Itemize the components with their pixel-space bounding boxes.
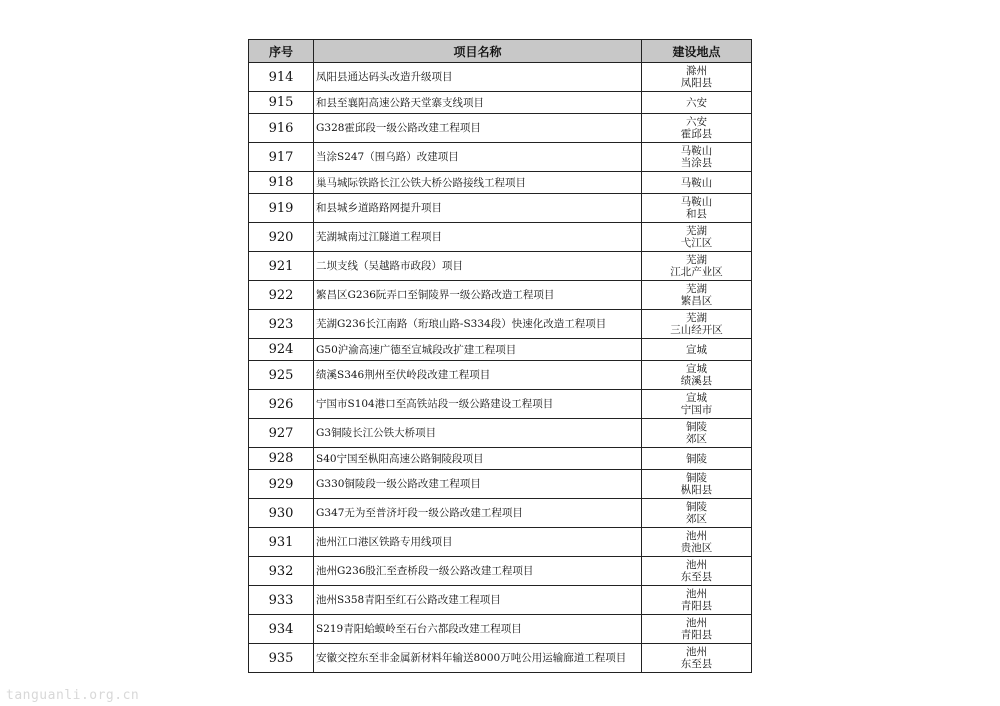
location-county: 宁国市 <box>680 404 713 416</box>
location-city: 铜陵 <box>686 501 707 513</box>
location-cell <box>642 361 752 390</box>
location-cell <box>642 172 752 194</box>
location-city: 宣城 <box>686 363 707 375</box>
location-cell <box>642 470 752 499</box>
project-name-cell: 和县至襄阳高速公路天堂寨支线项目 <box>314 92 642 114</box>
serial-number-cell: 920 <box>249 223 314 252</box>
location-county: 郊区 <box>686 513 707 525</box>
location-cell <box>642 528 752 557</box>
table-row <box>249 114 752 143</box>
header-serial-number: 序号 <box>249 40 314 63</box>
table-row <box>249 92 752 114</box>
table-row <box>249 528 752 557</box>
location-city: 芜湖 <box>686 283 707 295</box>
serial-number-cell: 923 <box>249 310 314 339</box>
location-city: 铜陵 <box>686 421 707 433</box>
serial-number-cell: 931 <box>249 528 314 557</box>
header-project-name: 项目名称 <box>314 40 642 63</box>
serial-number-cell: 926 <box>249 390 314 419</box>
serial-number-cell: 935 <box>249 644 314 673</box>
location-city: 池州 <box>686 617 707 629</box>
location-city: 马鞍山 <box>680 176 713 189</box>
project-name-cell: 绩溪S346荆州至伏岭段改建工程项目 <box>314 361 642 390</box>
project-name-cell: 当涂S247（围乌路）改建项目 <box>314 143 642 172</box>
table-row <box>249 499 752 528</box>
table-row <box>249 557 752 586</box>
table-row <box>249 310 752 339</box>
location-county: 绩溪县 <box>680 375 713 387</box>
location-city: 宣城 <box>686 392 707 404</box>
project-name-cell: 二坝支线（吴越路市政段）项目 <box>314 252 642 281</box>
location-city: 六安 <box>686 96 707 109</box>
location-county: 凤阳县 <box>680 77 713 89</box>
table-row <box>249 172 752 194</box>
location-cell <box>642 419 752 448</box>
location-city: 铜陵 <box>686 472 707 484</box>
location-city: 六安 <box>686 116 707 128</box>
project-name-cell: 池州G236殷汇至查桥段一级公路改建工程项目 <box>314 557 642 586</box>
project-name-cell: 和县城乡道路路网提升项目 <box>314 194 642 223</box>
serial-number-cell: 929 <box>249 470 314 499</box>
project-name-cell: 池州江口港区铁路专用线项目 <box>314 528 642 557</box>
location-cell <box>642 310 752 339</box>
location-cell <box>642 114 752 143</box>
location-city: 池州 <box>686 530 707 542</box>
serial-number-cell: 930 <box>249 499 314 528</box>
location-county: 贵池区 <box>680 542 713 554</box>
location-county: 枞阳县 <box>680 484 713 496</box>
location-city: 池州 <box>686 588 707 600</box>
serial-number-cell: 933 <box>249 586 314 615</box>
location-city: 宣城 <box>686 343 707 356</box>
location-city: 池州 <box>686 646 707 658</box>
location-cell <box>642 615 752 644</box>
table-row <box>249 252 752 281</box>
location-county: 弋江区 <box>680 237 713 249</box>
location-cell <box>642 252 752 281</box>
project-name-cell: G347无为至普济圩段一级公路改建工程项目 <box>314 499 642 528</box>
location-county: 三山经开区 <box>670 324 723 336</box>
location-cell <box>642 644 752 673</box>
watermark: tanguanli.org.cn <box>6 688 140 703</box>
location-city: 芜湖 <box>686 254 707 266</box>
table-row <box>249 281 752 310</box>
location-cell <box>642 194 752 223</box>
project-name-cell: G50沪渝高速广德至宣城段改扩建工程项目 <box>314 339 642 361</box>
table-row <box>249 361 752 390</box>
serial-number-cell: 932 <box>249 557 314 586</box>
serial-number-cell: 915 <box>249 92 314 114</box>
table-row <box>249 63 752 92</box>
project-name-cell: G328霍邱段一级公路改建工程项目 <box>314 114 642 143</box>
project-name-cell: 宁国市S104港口至高铁站段一级公路建设工程项目 <box>314 390 642 419</box>
location-city: 铜陵 <box>686 452 707 465</box>
project-table <box>248 39 752 673</box>
project-name-cell: G330铜陵段一级公路改建工程项目 <box>314 470 642 499</box>
location-cell <box>642 557 752 586</box>
project-name-cell: G3铜陵长江公铁大桥项目 <box>314 419 642 448</box>
location-cell <box>642 448 752 470</box>
table-row <box>249 615 752 644</box>
table-row <box>249 470 752 499</box>
location-city: 滁州 <box>686 65 707 77</box>
location-county: 青阳县 <box>680 629 713 641</box>
location-county: 霍邱县 <box>680 128 713 140</box>
location-city: 芜湖 <box>686 225 707 237</box>
project-name-cell: 巢马城际铁路长江公铁大桥公路接线工程项目 <box>314 172 642 194</box>
location-cell <box>642 143 752 172</box>
location-cell <box>642 281 752 310</box>
table-row <box>249 194 752 223</box>
project-name-cell: 芜湖G236长江南路（珩琅山路-S334段）快速化改造工程项目 <box>314 310 642 339</box>
location-city: 马鞍山 <box>680 145 713 157</box>
table-row <box>249 339 752 361</box>
serial-number-cell: 928 <box>249 448 314 470</box>
serial-number-cell: 934 <box>249 615 314 644</box>
serial-number-cell: 921 <box>249 252 314 281</box>
table-row <box>249 644 752 673</box>
table-row <box>249 586 752 615</box>
serial-number-cell: 924 <box>249 339 314 361</box>
table-row <box>249 223 752 252</box>
project-name-cell: S219青阳蛤蟆岭至石台六都段改建工程项目 <box>314 615 642 644</box>
table-header-row <box>249 40 752 63</box>
serial-number-cell: 927 <box>249 419 314 448</box>
location-county: 郊区 <box>686 433 707 445</box>
serial-number-cell: 916 <box>249 114 314 143</box>
serial-number-cell: 918 <box>249 172 314 194</box>
location-cell <box>642 390 752 419</box>
location-county: 和县 <box>686 208 707 220</box>
location-cell <box>642 339 752 361</box>
serial-number-cell: 925 <box>249 361 314 390</box>
serial-number-cell: 919 <box>249 194 314 223</box>
location-cell <box>642 63 752 92</box>
project-name-cell: 芜湖城南过江隧道工程项目 <box>314 223 642 252</box>
location-county: 当涂县 <box>680 157 713 169</box>
serial-number-cell: 917 <box>249 143 314 172</box>
project-name-cell: S40宁国至枞阳高速公路铜陵段项目 <box>314 448 642 470</box>
project-name-cell: 凤阳县通达码头改造升级项目 <box>314 63 642 92</box>
serial-number-cell: 914 <box>249 63 314 92</box>
table-row <box>249 448 752 470</box>
location-city: 池州 <box>686 559 707 571</box>
table-row <box>249 390 752 419</box>
location-city: 马鞍山 <box>680 196 713 208</box>
serial-number-cell: 922 <box>249 281 314 310</box>
table-row <box>249 143 752 172</box>
location-county: 青阳县 <box>680 600 713 612</box>
location-cell <box>642 586 752 615</box>
project-name-cell: 安徽交控东至非金属新材料年输送8000万吨公用运输廊道工程项目 <box>314 644 642 673</box>
location-county: 繁昌区 <box>680 295 713 307</box>
project-name-cell: 池州S358青阳至红石公路改建工程项目 <box>314 586 642 615</box>
header-construction-location: 建设地点 <box>642 40 752 63</box>
location-county: 东至县 <box>680 658 713 670</box>
location-cell <box>642 92 752 114</box>
location-cell <box>642 499 752 528</box>
location-city: 芜湖 <box>686 312 707 324</box>
location-county: 东至县 <box>680 571 713 583</box>
location-county: 江北产业区 <box>670 266 723 278</box>
table-row <box>249 419 752 448</box>
project-name-cell: 繁昌区G236阮弄口至铜陵界一级公路改造工程项目 <box>314 281 642 310</box>
location-cell <box>642 223 752 252</box>
